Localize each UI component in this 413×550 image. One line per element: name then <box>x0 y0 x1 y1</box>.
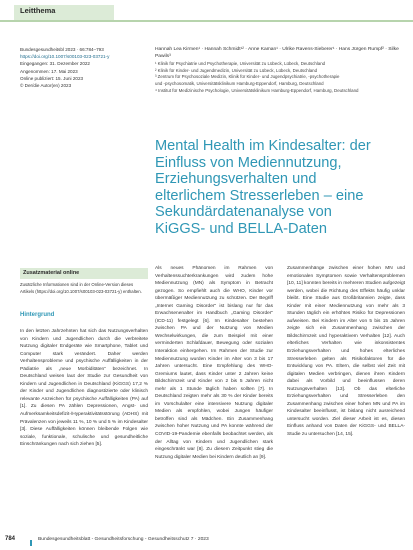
paragraph: Als neues Phänomen im Rahmen von Verhaltenssuchterkrankungen wird zudem hohe Mediennutzung (MN) als Symptom in Betracht gezogen. So empfiehlt auch die WHO, Kinder vor übermäßiger Mediennutzung zu schützen. Der Begriff „Internet Gaming Disorder“ ist bislang nur für das Erwachsenenalter im Handbuch „Gaming Disorder“ (ICD-11) festgelegt [6]. Im Kindesalter bestehen zwischen PA und der Nutzung von Medien Wechselwirkungen, die zum Beispiel mit einer verminderten Schlafdauer, Bewegung oder sozialen Interaktion einhergehen. Im Rahmen der Studie zur Mediennutzung wurden Kinder im Alter von 3 bis 17 Jahren untersucht. Eine Empfehlung des WHO-Gremiums lautet, dass Kinder unter 2 Jahren keine Bildschirmzeit und Kinder von 2 bis 5 Jahren nicht mehr als 1 Stunde täglich haben sollten [7]. In Deutschland zeigten mehr als 30 % der Kinder bereits im Vorschulalter eine intensivere Nutzung digitaler Medien als empfohlen, wobei Jungen häufiger betroffen sind als Mädchen. Ein Zusammenhang zwischen hoher Nutzung und PA konnte während der COVID-19-Pandemie ebenfalls beobachtet werden, als der Alltag von Kindern und Jugendlichen stark eingeschränkt war [8]. Zu diesem Zeitpunkt stieg die Nutzung digitaler Medien bei Kindern deutlich an [9]. <box>155 266 273 460</box>
body-column-middle <box>155 265 273 461</box>
affiliation-item: ² Klinik für Kinder- und Jugendmedizin, Universität zu Lübeck, Lübeck, Deutschland <box>155 67 318 73</box>
paragraph: In den letzten Jahrzehnten hat sich das Nutzungsverhalten von Kindern und Jugendlichen durch die verbreitete Nutzung digitaler Endgeräte wie Smartphone, Tablet und Computer stark verändert. Daher werden Verhaltensprobleme und psychische Auffälligkeiten in der Pädiatrie als „neue Morbiditäten“ bezeichnet. In Deutschland weisen laut der Studie zur Gesundheit von Kindern und Jugendlichen in Deutschland (KiGGS) 17,2 % der Kinder und Jugendlichen diagnostizierte oder klinisch relevante Anzeichen für psychische Auffälligkeiten (PA) auf [1]. Zu diesen PA zählen Depressionen, Angst- und Aufmerksamkeitsdefizit-/Hyperaktivitätsstörung (ADHS) mit Prävalenzen von jeweils 11 %, 10 % und 5 % im Kindesalter [3]. Diese Auffälligkeiten können bleibende Folgen wie soziale, funktionale, schulische und gesundheitliche Einschränkungen nach sich ziehen [5]. <box>20 329 148 448</box>
title-line: Sekundärdatenanalyse von <box>155 204 332 221</box>
citation-line: Bundesgesundheitsbl 2023 · 66:784–793 <box>20 47 104 52</box>
section-heading: Hintergrund <box>20 312 55 318</box>
section-tab-label: Leitthema <box>20 6 56 15</box>
body-column-left <box>20 328 148 449</box>
affiliation-item: ³ Zentrum für Psychosoziale Medizin, Klinik für Kinder- und Jugendpsychiatrie, -psychotherapie <box>155 74 340 80</box>
journal-name: Bundesgesundheitsblatt - Gesundheitsforschung - Gesundheitsschutz 7 · 2023 <box>38 537 209 542</box>
article-metadata <box>20 46 150 89</box>
affiliation-item: ¹ Klinik für Psychiatrie und Psychotherapie, Universität zu Lübeck, Lübeck, Deutschland <box>155 61 326 66</box>
title-line: elterlichem Stresserleben – eine <box>155 187 364 204</box>
supplementary-box <box>20 268 148 295</box>
paragraph: Zusammenhänge zwischen einer hohen MN und emotionalen Symptomen sowie Verhaltensproblemen [10, 11] konnten bereits in mehreren Studien aufgezeigt werden, wobei die Richtung des Effekts häufig unklar bleibt. Eine Studie aus Großbritannien zeigte, dass Kinder mit einer Mediennutzung von mehr als 3 Stunden täglich ein erhöhtes Risiko für Depressionen aufweisen. Bei Kindern im Alter von 5 bis 15 Jahren zeigte sich ein Zusammenhang zwischen der Bildschirmzeit und hyperaktivem Verhalten [12]. Auch elterliches Verhalten wie inkonsistentes Erziehungsverhalten und hohes elterliches Stresserleben gelten als Risikofaktoren für die Entwicklung von PA. Eltern, die selbst viel Zeit mit digitalen Medien verbringen, dienen ihren Kindern dabei als Vorbild und beeinflussen deren Nutzungsverhalten [13]. Ob das elterliche Erziehungsverhalten und Stresserleben den Zusammenhang zwischen einer hohen MN und PA im Kindesalter beeinflusst, ist bislang nicht ausreichend untersucht worden. Ziel dieser Arbeit ist es, diesen Einfluss anhand von Daten der KiGGS- und BELLA-Studie zu untersuchen [14, 15]. <box>287 266 405 438</box>
affiliation-list <box>155 61 405 95</box>
received-date: Eingegangen: 31. Dezember 2022 <box>20 61 90 67</box>
copyright-line: © Der/die Autor(en) 2023 <box>20 83 72 89</box>
journal-header-bar <box>0 0 413 22</box>
supplementary-heading: Zusatzmaterial online <box>20 268 148 279</box>
affiliation-item: ⁴ Institut für Medizinische Psychologie, Universitätsklinikum Hamburg-Eppendorf, Hamburg, Deutschland <box>155 87 359 93</box>
page-footer <box>0 532 413 550</box>
footer-divider <box>30 540 32 546</box>
published-date: Online publiziert: 15. Juni 2023 <box>20 75 84 81</box>
page-number: 784 <box>5 536 16 542</box>
accepted-date: Angenommen: 17. Mai 2023 <box>20 68 78 74</box>
supplementary-text[interactable]: Zusätzliche Informationen sind in der Online-Version dieses Artikels (https://doi.org/10.1007/s00103-023-03721-y) enthalten. <box>20 282 142 294</box>
article-title <box>155 138 405 238</box>
title-line: KiGGS- und BELLA-Daten <box>155 220 327 237</box>
section-tab <box>14 5 114 20</box>
header-rule <box>0 20 413 22</box>
doi-link[interactable]: https://doi.org/10.1007/s00103-023-03721-y <box>20 54 110 60</box>
title-line: Mental Health im Kindesalter: der <box>155 138 371 154</box>
title-line: Erziehungsverhalten und <box>155 171 317 188</box>
title-line: Einfluss von Mediennutzung, <box>155 154 342 171</box>
affiliation-item: und -psychosomatik, Universitätsklinikum Hamburg-Eppendorf, Hamburg, Deutschland <box>155 81 324 87</box>
body-column-right <box>287 265 405 439</box>
author-list: Hannah Lea Kirmen¹ · Hannah Schmidt¹² · Anne Kaman¹ · Ulrike Ravens-Sieberer¹ · Hans Jürgen Rumpf² · Silke Pawils³ <box>155 47 399 60</box>
